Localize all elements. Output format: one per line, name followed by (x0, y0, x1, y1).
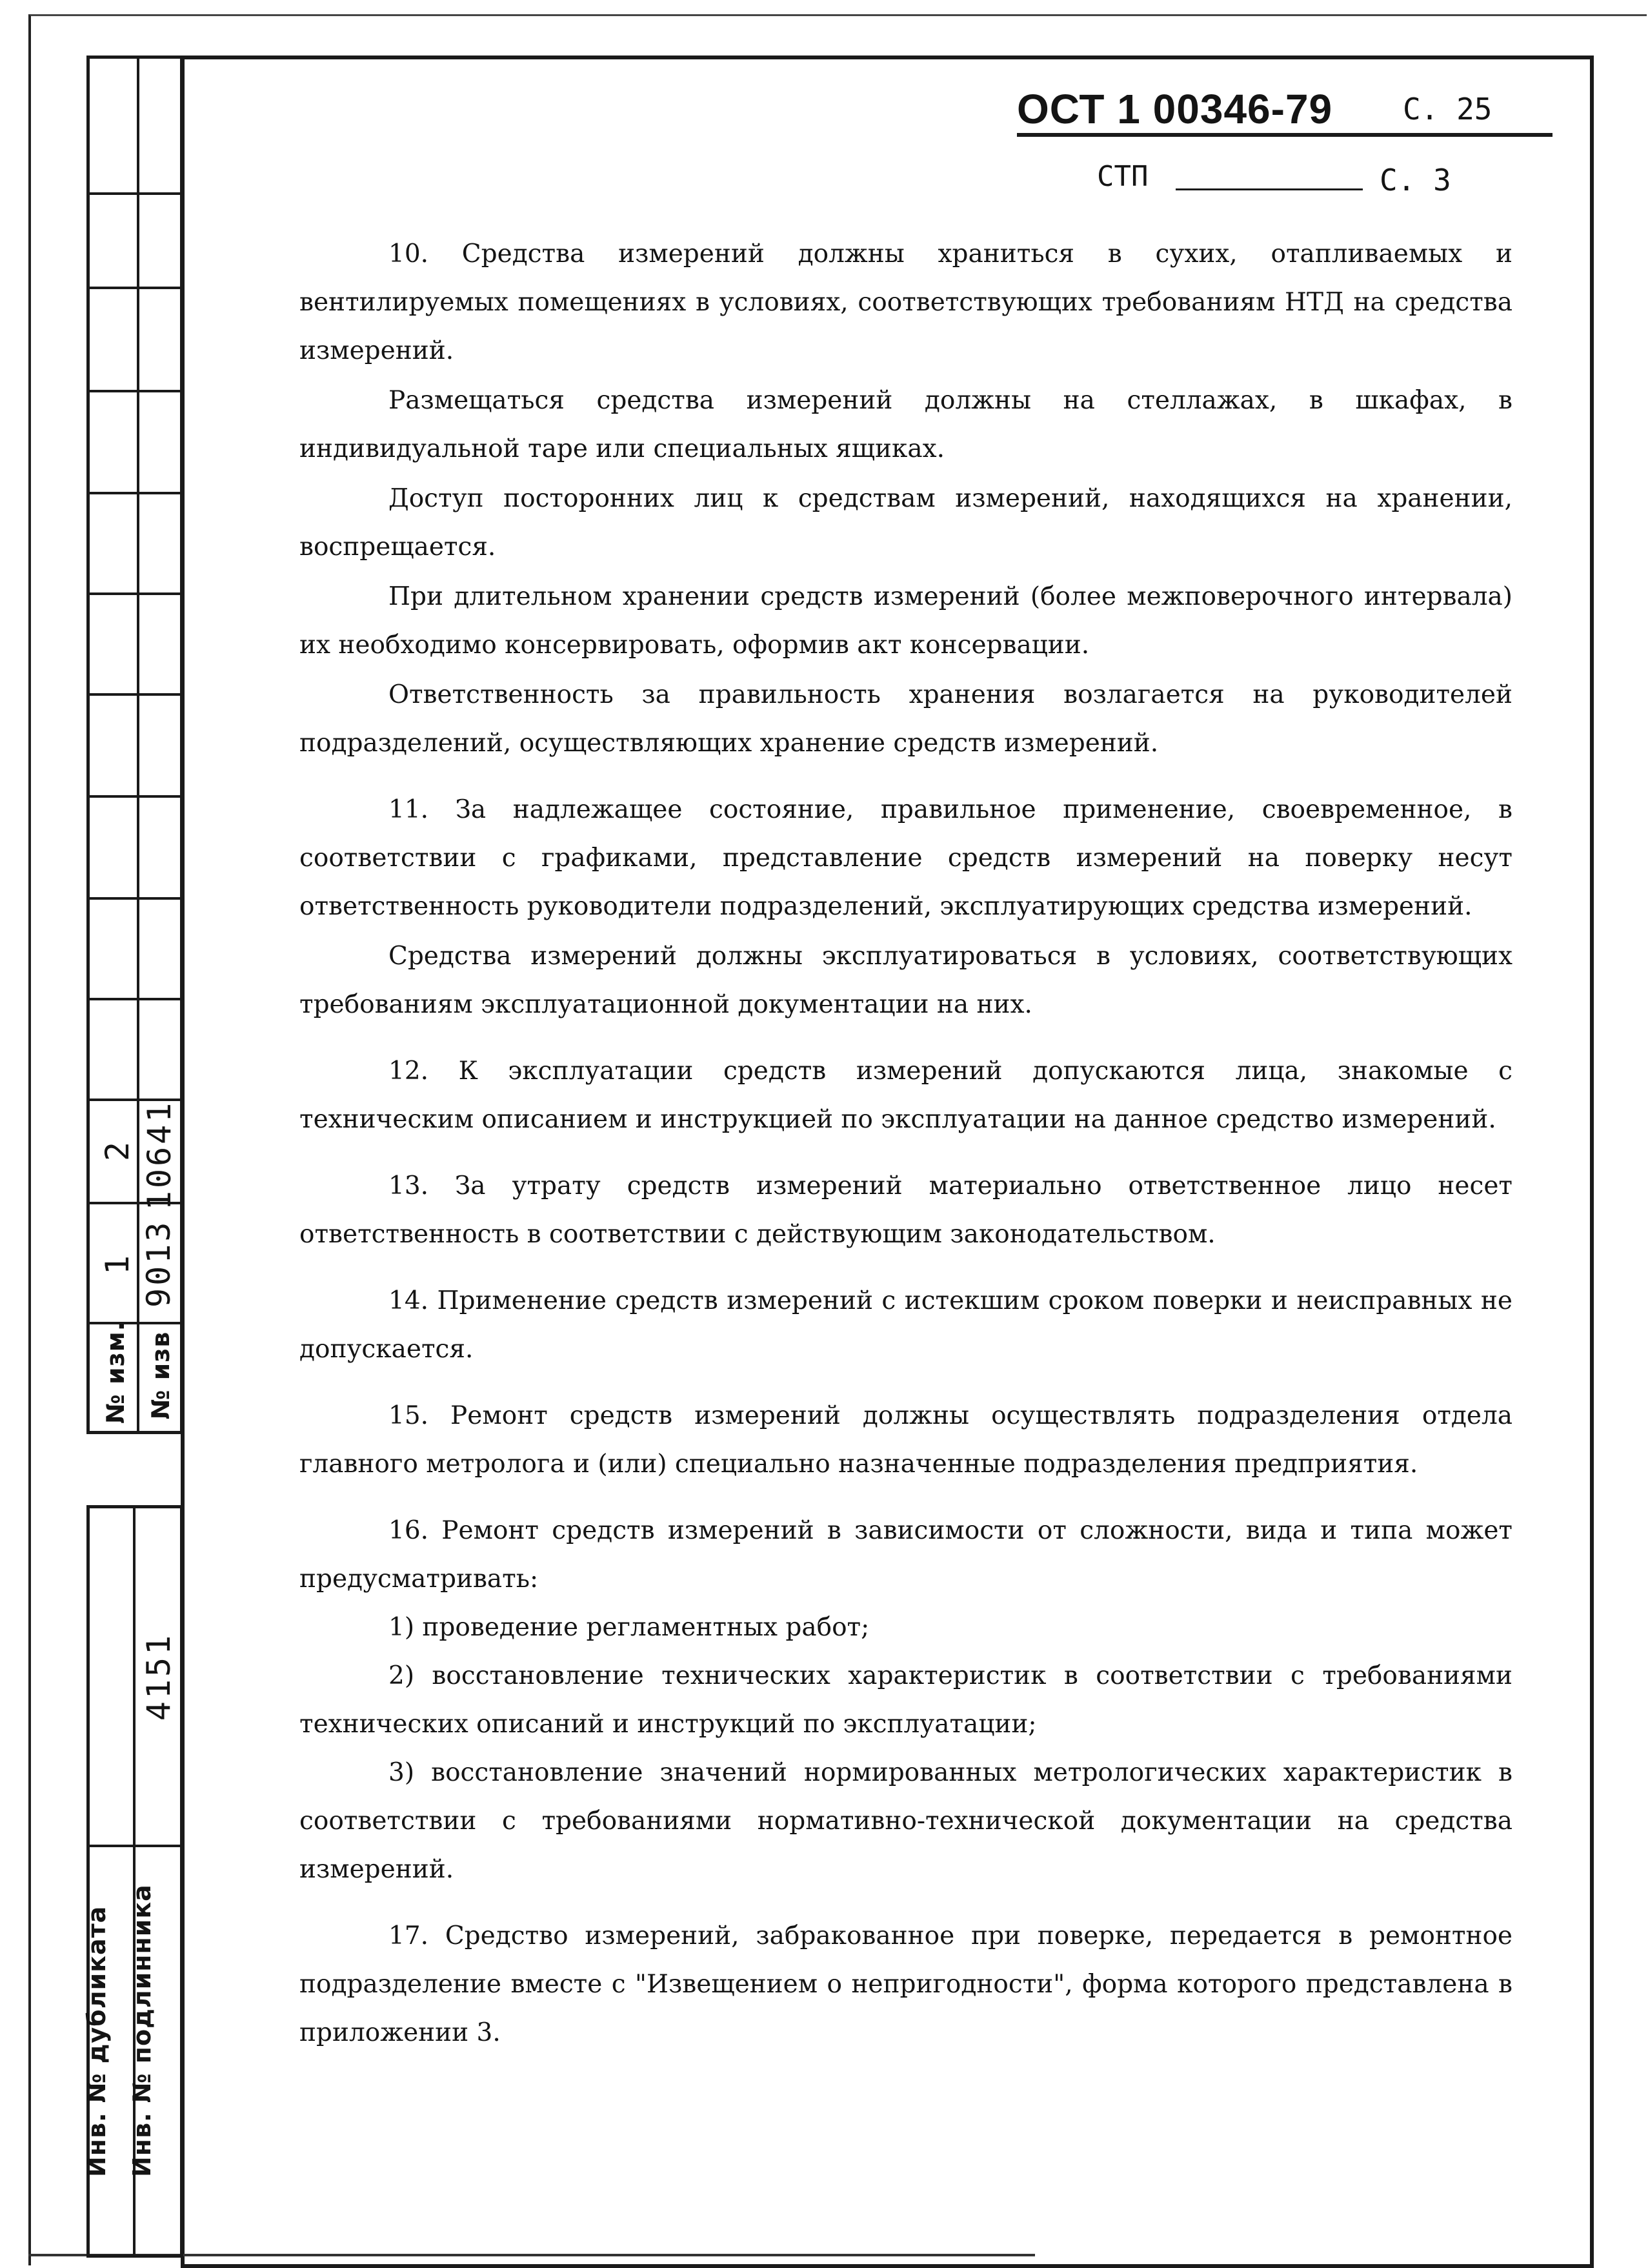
inventory-row-divider (86, 1845, 183, 1847)
duplicate-inventory-label: Инв. № дубликата (83, 1905, 111, 2177)
registry-row-divider (86, 287, 183, 289)
stp-blank-line (1176, 188, 1363, 190)
list-item-1: 1) проведение регламентных работ; (388, 1613, 870, 1642)
paragraph-12: 12. К эксплуатации средств измерений допускаются лица, знакомые с техническим описанием и инструкцией по эксплуатации на данное средство измерений. (299, 1057, 1512, 1134)
notice-number-2: 10641 (141, 1100, 178, 1211)
paragraph-access: Доступ посторонних лиц к средствам измерений, находящихся на хранении, воспрещается. (299, 484, 1512, 562)
change-number-2: 2 (99, 1139, 136, 1162)
paragraph-10: 10. Средства измерений должны храниться в сухих, отапливаемых и вентилируемых помещениях в условиях, соответствующих требованиям НТД на средства измерений. (299, 239, 1512, 365)
registry-row-divider (86, 897, 183, 900)
stp-label: СТП (1097, 160, 1149, 193)
change-number-1: 1 (99, 1252, 136, 1275)
original-inventory-number: 4151 (140, 1632, 177, 1721)
registry-row-divider (86, 693, 183, 696)
notice-number-label: № изв (146, 1331, 175, 1420)
list-item-3: 3) восстановление значений нормированных метрологических характеристик в соответствии с требованиями нормативно-технической документации на средства измерений. (299, 1758, 1512, 1884)
paragraph-responsibility: Ответственность за правильность хранения возлагается на руководителей подразделений, осуществляющих хранение средств измерений. (299, 680, 1512, 758)
registry-row-divider (86, 795, 183, 798)
paragraph-11: 11. За надлежащее состояние, правильное применение, своевременное, в соответствии с графиками, представление средств измерений на поверку несут ответственность руководители подразделений, эксплуатирующих средства измерений. (299, 795, 1512, 921)
registry-row-divider (86, 998, 183, 1000)
registry-row-divider (86, 390, 183, 392)
registry-row-divider (86, 592, 183, 595)
paragraph-long-storage: При длительном хранении средств измерений (более межповерочного интервала) их необходимо консервировать, оформив акт консервации. (299, 582, 1512, 660)
paragraph-17: 17. Средство измерений, забракованное при поверке, передается в ремонтное подразделение вместе с "Извещением о непригодности", форма которого представлена в приложении 3. (299, 1921, 1512, 2047)
document-body (299, 230, 1512, 2057)
change-number-label: № изм. (101, 1321, 130, 1424)
registry-row-divider (86, 192, 183, 195)
paragraph-11-conditions: Средства измерений должны эксплуатироваться в условиях, соответствующих требованиям эксплуатационной документации на них. (299, 942, 1512, 1019)
standard-designation: ОСТ 1 00346-79 (1017, 86, 1333, 132)
original-inventory-label: Инв. № подлинника (128, 1884, 156, 2177)
paragraph-16: 16. Ремонт средств измерений в зависимости от сложности, вида и типа может предусматривать: (299, 1516, 1512, 1594)
notice-number-1: 9013 (140, 1219, 177, 1308)
paragraph-15: 15. Ремонт средств измерений должны осуществлять подразделения отдела главного метролога и (или) специально назначенные подразделения предприятия. (299, 1401, 1512, 1479)
stp-page-number: С. 3 (1380, 163, 1451, 197)
header-rule (1017, 133, 1553, 137)
registry-row-divider (86, 492, 183, 494)
paragraph-14: 14. Применение средств измерений с истекшим сроком поверки и неисправных не допускается. (299, 1286, 1512, 1364)
paragraph-placement: Размещаться средства измерений должны на стеллажах, в шкафах, в индивидуальной таре или специальных ящиках. (299, 386, 1512, 463)
list-item-2: 2) восстановление технических характеристик в соответствии с требованиями технических описаний и инструкций по эксплуатации; (299, 1661, 1512, 1739)
page-number: С. 25 (1403, 92, 1492, 127)
paragraph-13: 13. За утрату средств измерений материально ответственное лицо несет ответственность в соответствии с действующим законодательством. (299, 1171, 1512, 1249)
